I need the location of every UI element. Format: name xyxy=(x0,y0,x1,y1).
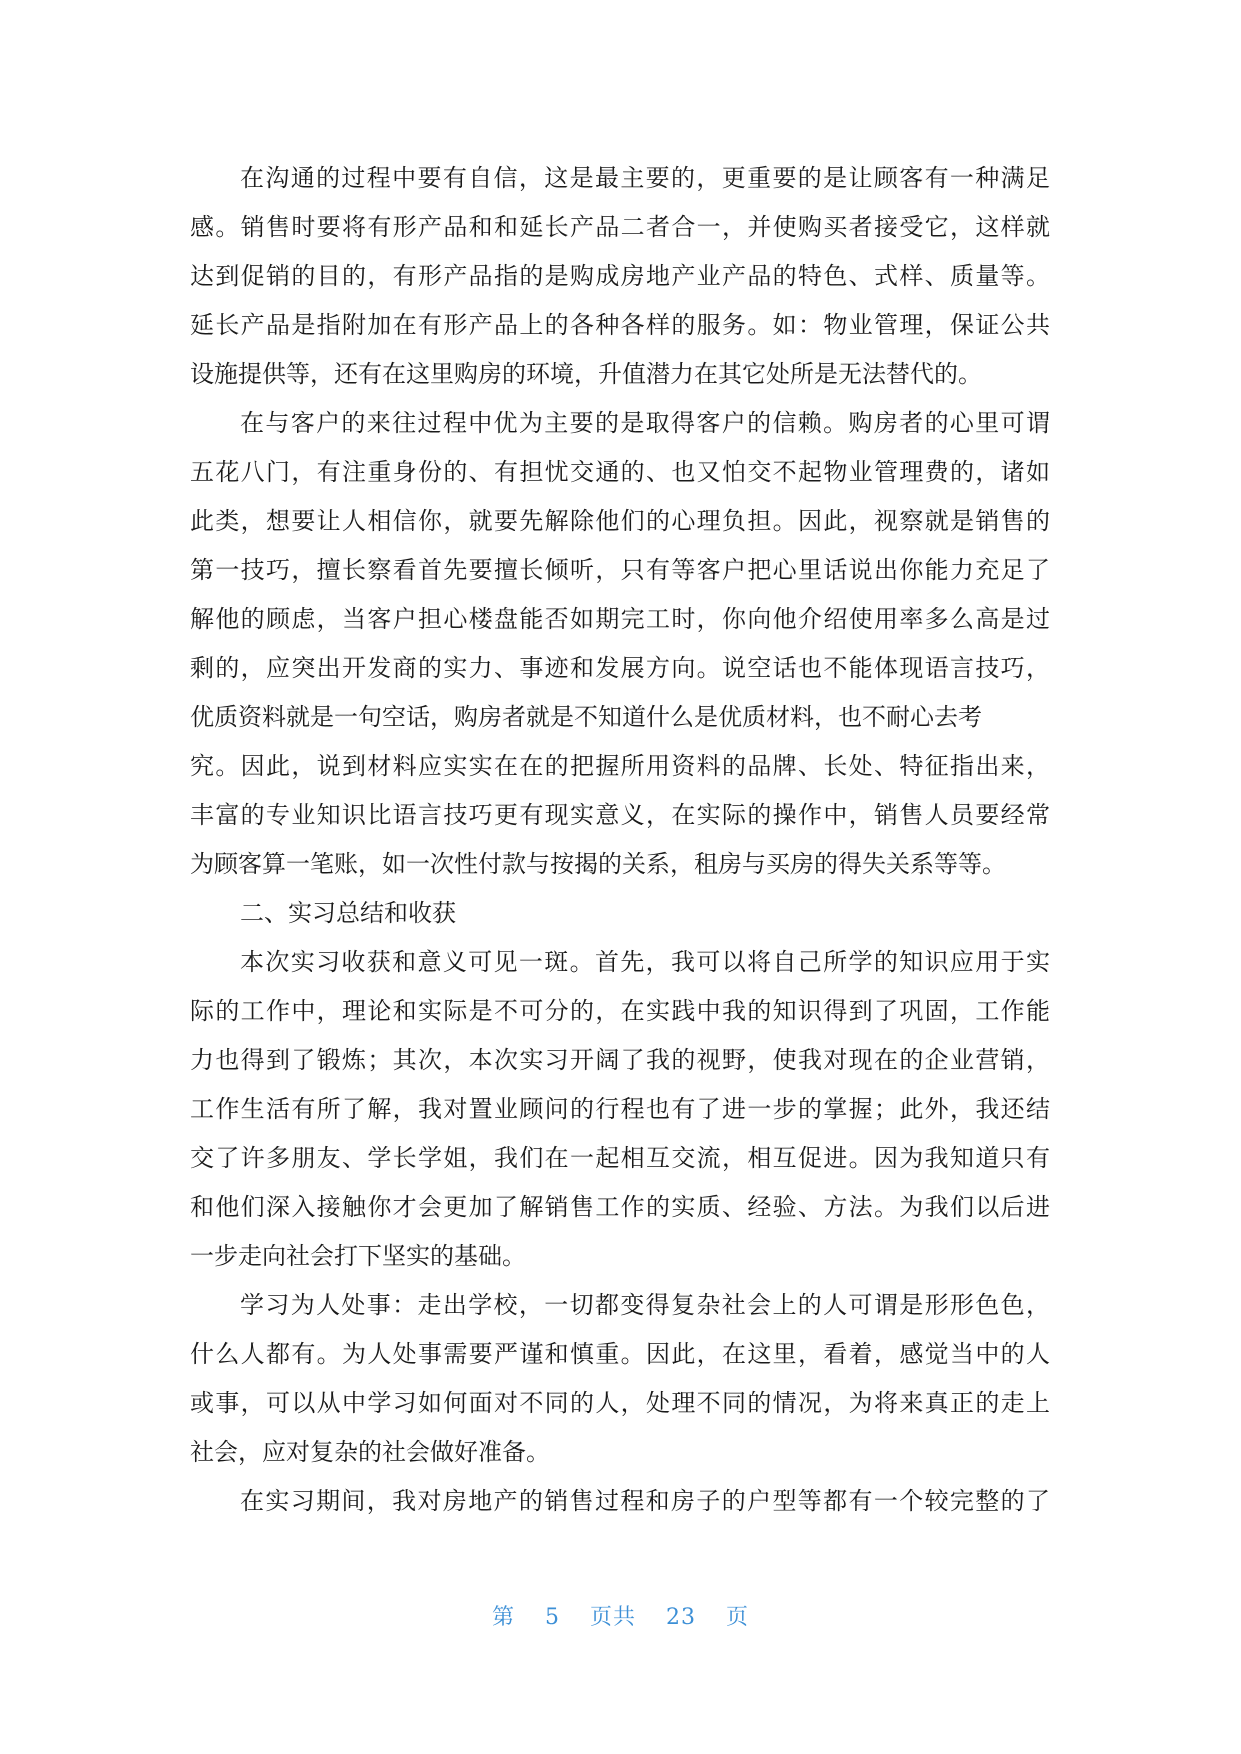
text-line: 力也得到了锻炼；其次，本次实习开阔了我的视野，使我对现在的企业营销， xyxy=(190,1046,1050,1074)
text-line: 达到促销的目的，有形产品指的是购成房地产业产品的特色、式样、质量等。 xyxy=(190,262,1050,290)
text-line: 或事，可以从中学习如何面对不同的人，处理不同的情况，为将来真正的走上 xyxy=(190,1389,1050,1417)
footer-middle: 页共 xyxy=(589,1605,636,1630)
paragraph xyxy=(190,399,1050,889)
text-line: 际的工作中，理论和实际是不可分的，在实践中我的知识得到了巩固，工作能 xyxy=(190,997,1050,1025)
page-number: 5 xyxy=(544,1605,560,1630)
footer-suffix: 页 xyxy=(726,1605,750,1630)
text-line: 一步走向社会打下坚实的基础。 xyxy=(190,1242,526,1270)
text-line: 在与客户的来往过程中优为主要的是取得客户的信赖。购房者的心里可谓 xyxy=(240,409,1050,437)
text-line: 什么人都有。为人处事需要严谨和慎重。因此，在这里，看着，感觉当中的人 xyxy=(190,1340,1050,1368)
text-line: 为顾客算一笔账，如一次性付款与按揭的关系，租房与买房的得失关系等等。 xyxy=(190,850,1006,878)
text-line: 交了许多朋友、学长学姐，我们在一起相互交流，相互促进。因为我知道只有 xyxy=(190,1144,1050,1172)
text-line: 在沟通的过程中要有自信，这是最主要的，更重要的是让顾客有一种满足 xyxy=(240,164,1050,192)
paragraph xyxy=(190,938,1050,1281)
page-footer xyxy=(0,1600,1241,1631)
section-heading-text: 二、实习总结和收获 xyxy=(240,899,456,927)
text-line: 和他们深入接触你才会更加了解销售工作的实质、经验、方法。为我们以后进 xyxy=(190,1193,1050,1221)
text-line: 丰富的专业知识比语言技巧更有现实意义，在实际的操作中，销售人员要经常 xyxy=(190,801,1050,829)
paragraph xyxy=(190,1281,1050,1477)
text-line: 此类，想要让人相信你，就要先解除他们的心理负担。因此，视察就是销售的 xyxy=(190,507,1050,535)
text-line: 学习为人处事：走出学校，一切都变得复杂社会上的人可谓是形形色色， xyxy=(240,1291,1050,1319)
text-line: 剩的，应突出开发商的实力、事迹和发展方向。说空话也不能体现语言技巧， xyxy=(190,654,1050,682)
text-line: 在实习期间，我对房地产的销售过程和房子的户型等都有一个较完整的了 xyxy=(240,1487,1050,1515)
text-line: 工作生活有所了解，我对置业顾问的行程也有了进一步的掌握；此外，我还结 xyxy=(190,1095,1050,1123)
text-line: 延长产品是指附加在有形产品上的各种各样的服务。如：物业管理，保证公共 xyxy=(190,311,1050,339)
paragraph xyxy=(190,154,1050,399)
text-line: 优质资料就是一句空话，购房者就是不知道什么是优质材料，也不耐心去考 xyxy=(190,703,982,731)
text-line: 第一技巧，擅长察看首先要擅长倾听，只有等客户把心里话说出你能力充足了 xyxy=(190,556,1050,584)
document-body xyxy=(190,154,1050,1526)
text-line: 社会，应对复杂的社会做好准备。 xyxy=(190,1438,550,1466)
text-line: 究。因此，说到材料应实实在在的把握所用资料的品牌、长处、特征指出来， xyxy=(190,752,1050,780)
text-line: 设施提供等，还有在这里购房的环境，升值潜力在其它处所是无法替代的。 xyxy=(190,360,982,388)
page-total: 23 xyxy=(666,1605,696,1630)
text-line: 解他的顾虑，当客户担心楼盘能否如期完工时，你向他介绍使用率多么高是过 xyxy=(190,605,1050,633)
text-line: 五花八门，有注重身份的、有担忧交通的、也又怕交不起物业管理费的，诸如 xyxy=(190,458,1050,486)
text-line: 感。销售时要将有形产品和和延长产品二者合一，并使购买者接受它，这样就 xyxy=(190,213,1050,241)
footer-prefix: 第 xyxy=(491,1605,515,1630)
section-heading xyxy=(190,889,1050,938)
paragraph xyxy=(190,1477,1050,1526)
text-line: 本次实习收获和意义可见一斑。首先，我可以将自己所学的知识应用于实 xyxy=(240,948,1050,976)
